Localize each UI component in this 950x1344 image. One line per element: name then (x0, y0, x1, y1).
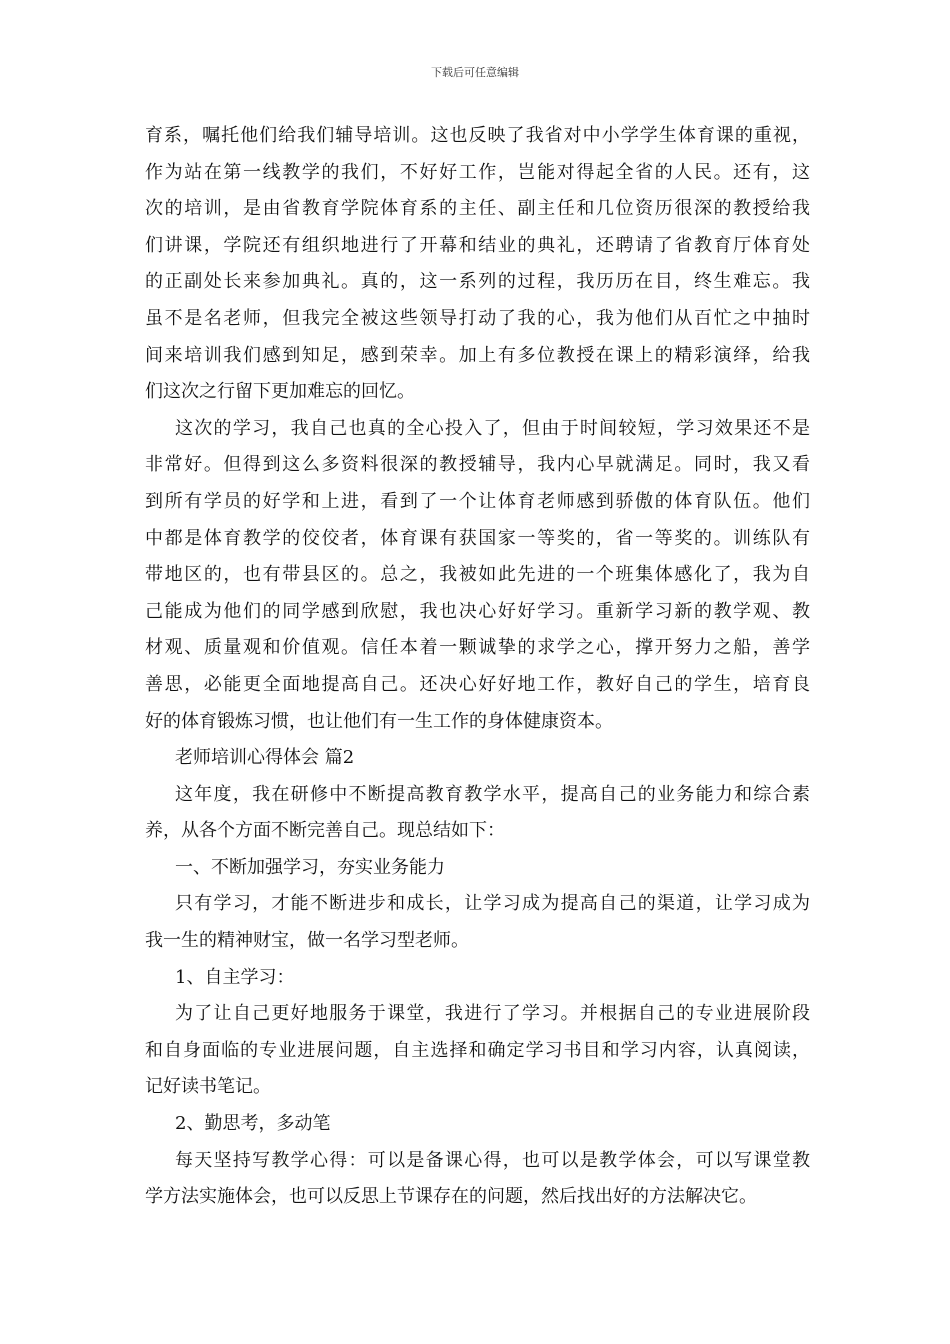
text-line: 和自身面临的专业进展问题，自主选择和确定学习书目和学习内容，认真阅读， (145, 1039, 810, 1061)
text-line: 的正副处长来参加典礼。真的，这一系列的过程，我历历在目，终生难忘。我 (145, 271, 810, 293)
text-line: 1、自主学习： (175, 966, 295, 988)
text-line: 老师培训心得体会 篇2 (175, 747, 355, 769)
text-line: 到所有学员的好学和上进，看到了一个让体育老师感到骄傲的体育队伍。他们 (145, 490, 810, 512)
text-line: 养，从各个方面不断完善自己。现总结如下： (145, 820, 505, 842)
text-line: 材观、质量观和价值观。信任本着一颗诚挚的求学之心，撑开努力之船，善学 (145, 637, 810, 659)
text-line: 们讲课，学院还有组织地进行了开幕和结业的典礼，还聘请了省教育厅体育处 (145, 234, 810, 256)
text-line: 这次的学习，我自己也真的全心投入了，但由于时间较短，学习效果还不是 (175, 417, 810, 439)
text-line: 只有学习，才能不断进步和成长，让学习成为提高自己的渠道，让学习成为 (175, 893, 810, 915)
text-line: 作为站在第一线教学的我们，不好好工作，岂能对得起全省的人民。还有，这 (145, 161, 810, 183)
text-line: 次的培训，是由省教育学院体育系的主任、副主任和几位资历很深的教授给我 (145, 198, 810, 220)
page-header-note: 下载后可任意编辑 (431, 66, 519, 79)
text-line: 记好读书笔记。 (145, 1076, 271, 1098)
text-line: 我一生的精神财宝，做一名学习型老师。 (145, 930, 469, 952)
text-line: 中都是体育教学的佼佼者，体育课有获国家一等奖的，省一等奖的。训练队有 (145, 527, 810, 549)
text-line: 学方法实施体会，也可以反思上节课存在的问题，然后找出好的方法解决它。 (145, 1186, 757, 1208)
text-line: 己能成为他们的同学感到欣慰，我也决心好好学习。重新学习新的教学观、教 (145, 600, 810, 622)
text-line: 一、不断加强学习，夯实业务能力 (175, 856, 445, 878)
text-line: 好的体育锻炼习惯，也让他们有一生工作的身体健康资本。 (145, 710, 613, 732)
text-line: 这年度，我在研修中不断提高教育教学水平，提高自己的业务能力和综合素 (175, 783, 810, 805)
text-line: 善思，必能更全面地提高自己。还决心好好地工作，教好自己的学生，培育良 (145, 673, 810, 695)
text-line: 每天坚持写教学心得：可以是备课心得，也可以是教学体会，可以写课堂教 (175, 1149, 810, 1171)
text-line: 为了让自己更好地服务于课堂，我进行了学习。并根据自己的专业进展阶段 (175, 1003, 810, 1025)
document-body (145, 118, 810, 1216)
text-line: 带地区的，也有带县区的。总之，我被如此先进的一个班集体感化了，我为自 (145, 564, 810, 586)
text-line: 育系，嘱托他们给我们辅导培训。这也反映了我省对中小学学生体育课的重视， (145, 125, 810, 146)
text-line: 虽不是名老师，但我完全被这些领导打动了我的心，我为他们从百忙之中抽时 (145, 307, 810, 329)
text-line: 非常好。但得到这么多资料很深的教授辅导，我内心早就满足。同时，我又看 (145, 454, 810, 476)
text-line: 们这次之行留下更加难忘的回忆。 (145, 381, 415, 403)
text-line: 2、勤思考，多动笔 (175, 1113, 331, 1135)
text-line: 间来培训我们感到知足，感到荣幸。加上有多位教授在课上的精彩演绎，给我 (145, 344, 810, 366)
